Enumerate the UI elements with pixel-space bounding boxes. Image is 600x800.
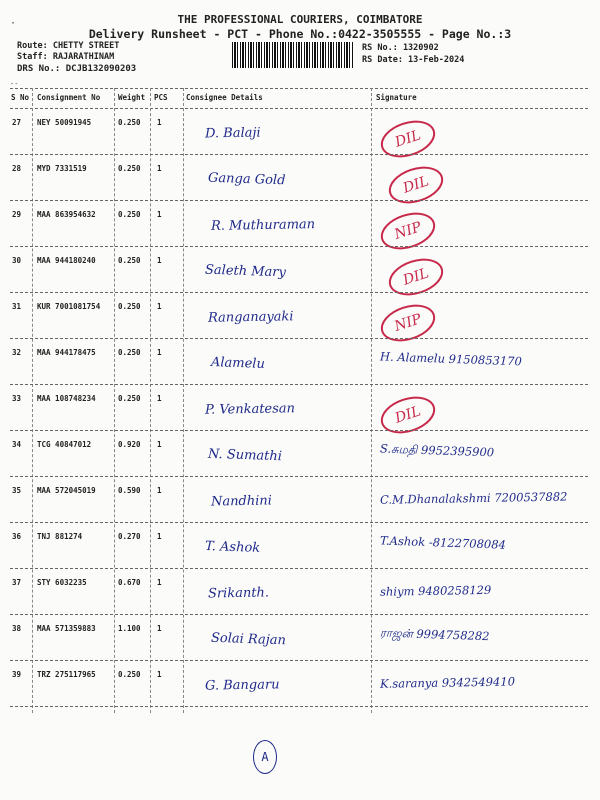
- handwritten-receiver-signature: H. Alamelu 9150853170: [379, 349, 523, 369]
- row-pcs: 1: [157, 624, 162, 633]
- row-rule: [10, 154, 588, 155]
- handwritten-consignee-name: T. Ashok: [204, 539, 261, 556]
- row-rule: [10, 660, 588, 661]
- row-weight: 0.670: [118, 578, 141, 587]
- row-consignment-no: TNJ 881274: [37, 532, 83, 541]
- row-rule: [10, 568, 588, 569]
- row-pcs: 1: [157, 164, 162, 173]
- row-weight: 0.250: [118, 118, 141, 127]
- row-weight: 1.100: [118, 624, 141, 633]
- row-weight: 0.250: [118, 394, 141, 403]
- row-sno: 38: [12, 624, 22, 633]
- handwritten-consignee-name: N. Sumathi: [207, 446, 283, 465]
- row-pcs: 1: [157, 670, 162, 679]
- row-rule: [10, 246, 588, 247]
- row-rule: [10, 522, 588, 523]
- handwritten-receiver-signature: K.saranya 9342549410: [379, 674, 516, 691]
- staff-label: Staff: RAJARATHINAM: [17, 52, 115, 62]
- handwritten-receiver-signature: S.சுமதி 9952395900: [379, 441, 495, 460]
- col-divider: [32, 88, 33, 713]
- row-sno: 28: [12, 164, 22, 173]
- handwritten-consignee-name: Alamelu: [210, 355, 266, 372]
- row-rule: [10, 338, 588, 339]
- row-consignment-no: TCG 40847012: [37, 440, 92, 449]
- row-consignment-no: KUR 7001081754: [37, 302, 101, 311]
- row-sno: 32: [12, 348, 22, 357]
- row-rule: [10, 476, 588, 477]
- row-sno: 36: [12, 532, 22, 541]
- handwritten-consignee-name: Ganga Gold: [207, 170, 286, 189]
- header-bottom-rule: [10, 108, 588, 109]
- delivery-status-stamp: DIL: [376, 114, 440, 164]
- row-sno: 27: [12, 118, 22, 127]
- delivery-status-stamp: DIL: [384, 252, 448, 302]
- row-consignment-no: MYD 7331519: [37, 164, 87, 173]
- rs-number: RS No.: 1320902: [362, 43, 439, 53]
- col-sno: S No: [11, 93, 30, 102]
- handwritten-consignee-name: Srikanth.: [207, 585, 270, 602]
- row-pcs: 1: [157, 486, 162, 495]
- row-sno: 35: [12, 486, 22, 495]
- row-consignment-no: NEY 50091945: [37, 118, 92, 127]
- row-rule: [10, 430, 588, 431]
- row-pcs: 1: [157, 302, 162, 311]
- row-consignment-no: MAA 571359883: [37, 624, 96, 633]
- drs-number: DRS No.: DCJB132090203: [17, 64, 137, 74]
- row-weight: 0.920: [118, 440, 141, 449]
- row-consignment-no: MAA 108748234: [37, 394, 96, 403]
- header-top-rule: [10, 88, 588, 89]
- row-rule: [10, 706, 588, 707]
- row-consignment-no: MAA 863954632: [37, 210, 96, 219]
- row-sno: 34: [12, 440, 22, 449]
- row-sno: 30: [12, 256, 22, 265]
- row-weight: 0.590: [118, 486, 141, 495]
- row-consignment-no: MAA 944180240: [37, 256, 96, 265]
- runsheet-subtitle: Delivery Runsheet - PCT - Phone No.:0422-3505555 - Page No.:3: [88, 27, 512, 41]
- handwritten-consignee-name: Saleth Mary: [204, 262, 287, 281]
- col-pcs: PCS: [154, 93, 168, 102]
- delivery-status-stamp: DIL: [376, 390, 440, 440]
- row-rule: [10, 200, 588, 201]
- delivery-status-stamp: NIP: [376, 206, 440, 256]
- delivery-status-stamp: DIL: [384, 160, 448, 210]
- row-rule: [10, 292, 588, 293]
- row-consignment-no: MAA 572045019: [37, 486, 96, 495]
- handwritten-consignee-name: R. Muthuraman: [210, 217, 316, 234]
- row-weight: 0.250: [118, 210, 141, 219]
- handwritten-consignee-name: Nandhini: [210, 493, 273, 510]
- row-pcs: 1: [157, 118, 162, 127]
- row-sno: 33: [12, 394, 22, 403]
- row-pcs: 1: [157, 394, 162, 403]
- handwritten-consignee-name: G. Bangaru: [204, 677, 280, 694]
- col-divider: [371, 88, 372, 713]
- handwritten-consignee-name: P. Venkatesan: [204, 401, 296, 418]
- rs-date: RS Date: 13-Feb-2024: [362, 55, 465, 65]
- row-consignment-no: STY 6032235: [37, 578, 87, 587]
- row-sno: 39: [12, 670, 22, 679]
- col-signature: Signature: [376, 93, 417, 102]
- row-rule: [10, 614, 588, 615]
- handwritten-receiver-signature: C.M.Dhanalakshmi 7200537882: [379, 489, 568, 507]
- handwritten-receiver-signature: ராஜன் 9994758282: [379, 625, 490, 644]
- col-divider: [183, 88, 184, 713]
- row-weight: 0.270: [118, 532, 141, 541]
- row-sno: 31: [12, 302, 22, 311]
- row-pcs: 1: [157, 256, 162, 265]
- footer-initial-mark: A: [253, 740, 277, 774]
- route-label: Route: CHETTY STREET: [17, 41, 120, 51]
- row-pcs: 1: [157, 532, 162, 541]
- row-sno: 37: [12, 578, 22, 587]
- row-sno: 29: [12, 210, 22, 219]
- handwritten-consignee-name: D. Balaji: [204, 125, 261, 142]
- separator-dash: --: [10, 80, 19, 88]
- row-pcs: 1: [157, 578, 162, 587]
- row-weight: 0.250: [118, 348, 141, 357]
- row-pcs: 1: [157, 348, 162, 357]
- handwritten-consignee-name: Ranganayaki: [207, 309, 294, 326]
- col-consignee: Consignee Details: [186, 93, 263, 102]
- company-title: THE PROFESSIONAL COURIERS, COIMBATORE: [177, 13, 423, 26]
- col-divider: [150, 88, 151, 713]
- handwritten-consignee-name: Solai Rajan: [210, 630, 287, 649]
- handwritten-receiver-signature: T.Ashok -8122708084: [379, 533, 507, 552]
- row-weight: 0.250: [118, 256, 141, 265]
- col-weight: Weight: [118, 93, 146, 102]
- row-weight: 0.250: [118, 164, 141, 173]
- row-consignment-no: TRZ 275117965: [37, 670, 96, 679]
- row-weight: 0.250: [118, 670, 141, 679]
- row-rule: [10, 384, 588, 385]
- punch-mark: ·: [10, 18, 17, 29]
- barcode-image: [232, 42, 354, 68]
- row-weight: 0.250: [118, 302, 141, 311]
- row-pcs: 1: [157, 210, 162, 219]
- col-divider: [114, 88, 115, 713]
- row-consignment-no: MAA 944178475: [37, 348, 96, 357]
- row-pcs: 1: [157, 440, 162, 449]
- delivery-status-stamp: NIP: [376, 298, 440, 348]
- col-consignment: Consignment No: [37, 93, 101, 102]
- handwritten-receiver-signature: shiym 9480258129: [379, 582, 492, 599]
